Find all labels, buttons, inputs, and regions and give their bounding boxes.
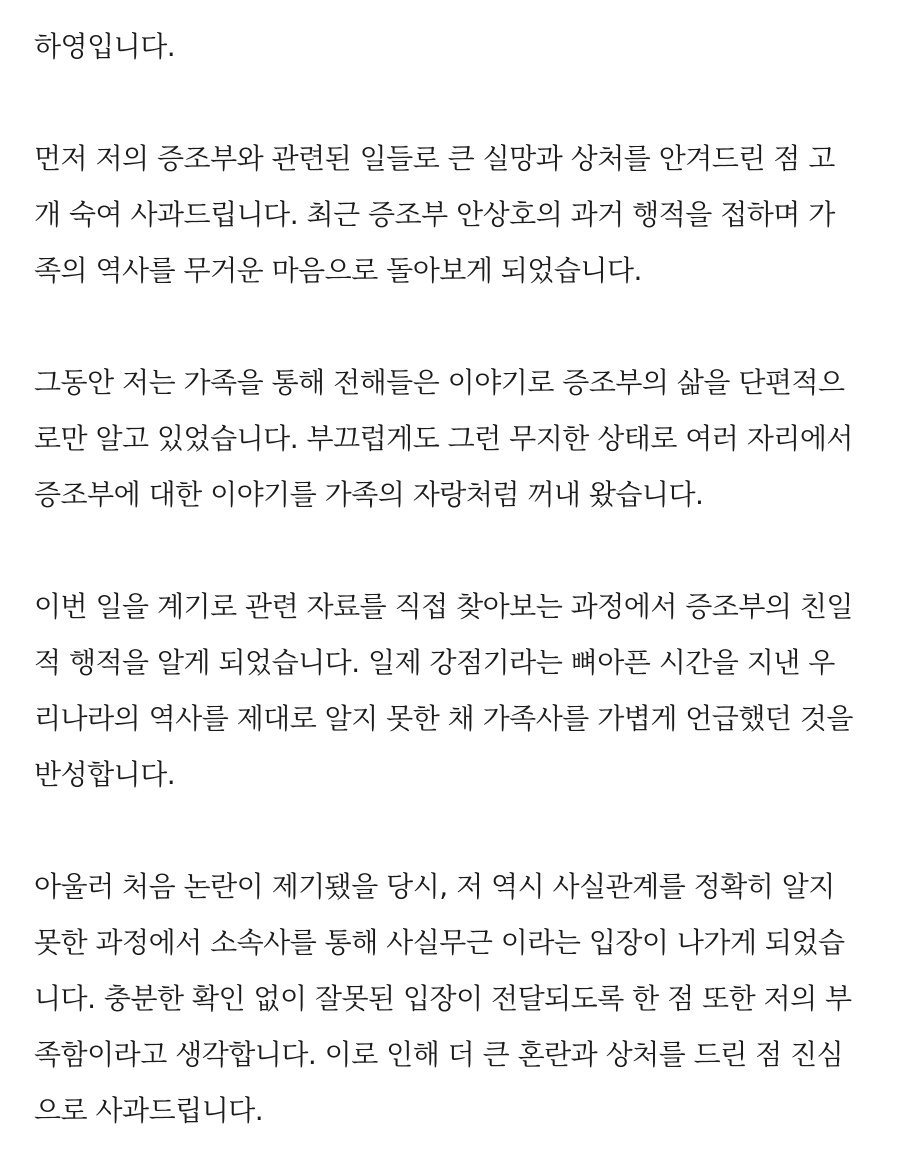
text-line: 족의 역사를 무거운 마음으로 돌아보게 되었습니다. xyxy=(34,254,642,287)
text-line: 로만 알고 있었습니다. 부끄럽게도 그런 무지한 상태로 여러 자리에서 xyxy=(34,422,853,455)
text-line: 반성합니다. xyxy=(34,758,176,791)
text-line: 으로 사과드립니다. xyxy=(34,1094,264,1127)
text-line: 못한 과정에서 소속사를 통해 사실무근 이라는 입장이 나가게 되었습 xyxy=(34,926,845,959)
text-line: 먼저 저의 증조부와 관련된 일들로 큰 실망과 상처를 안겨드린 점 고 xyxy=(34,142,835,175)
text-line: 개 숙여 사과드립니다. 최근 증조부 안상호의 과거 행적을 접하며 가 xyxy=(34,198,835,231)
paragraph-background xyxy=(34,355,874,523)
text-line: 하영입니다. xyxy=(34,30,176,63)
statement-document xyxy=(34,19,874,1139)
paragraph-closing-apology xyxy=(34,859,874,1139)
text-line: 아울러 처음 논란이 제기됐을 당시, 저 역시 사실관계를 정확히 알지 xyxy=(34,870,835,903)
text-line: 족함이라고 생각합니다. 이로 인해 더 큰 혼란과 상처를 드린 점 진심 xyxy=(34,1038,844,1071)
text-line: 리나라의 역사를 제대로 알지 못한 채 가족사를 가볍게 언급했던 것을 xyxy=(34,702,853,735)
paragraph-reflection xyxy=(34,579,874,803)
text-line: 니다. 충분한 확인 없이 잘못된 입장이 전달되도록 한 점 또한 저의 부 xyxy=(34,982,852,1015)
text-line: 그동안 저는 가족을 통해 전해들은 이야기로 증조부의 삶을 단편적으 xyxy=(34,366,845,399)
text-line: 적 행적을 알게 되었습니다. 일제 강점기라는 뼈아픈 시간을 지낸 우 xyxy=(34,646,835,679)
paragraph-apology xyxy=(34,131,874,299)
paragraph-greeting xyxy=(34,19,874,75)
text-line: 증조부에 대한 이야기를 가족의 자랑처럼 꺼내 왔습니다. xyxy=(34,478,704,511)
text-line: 이번 일을 계기로 관련 자료를 직접 찾아보는 과정에서 증조부의 친일 xyxy=(34,590,853,623)
